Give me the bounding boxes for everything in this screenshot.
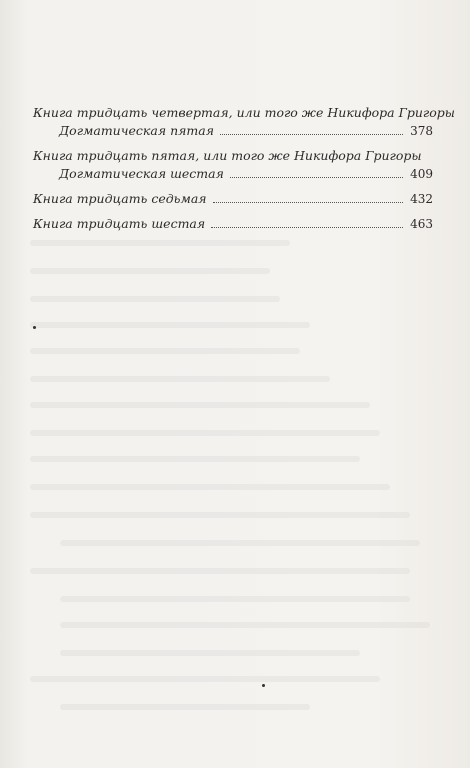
speck-mark	[262, 684, 265, 687]
toc-entry-subtitle-line	[33, 122, 433, 140]
toc-entry-title-line	[33, 147, 433, 165]
bleed-through-line	[60, 540, 420, 546]
toc-entry-title: Книга тридцать четвертая, или того же Никифора Григоры	[33, 105, 455, 120]
bleed-through-line	[60, 622, 430, 628]
toc-entry-title: Книга тридцать пятая, или того же Никифора Григоры	[33, 148, 422, 163]
bleed-through-line	[30, 322, 310, 328]
bleed-through-line	[30, 268, 270, 274]
bleed-through-line	[30, 376, 330, 382]
toc-entry	[33, 104, 455, 140]
bleed-through-line	[30, 430, 380, 436]
bleed-through-line	[60, 704, 310, 710]
bleed-through-line	[30, 240, 290, 246]
toc-entry-title-line	[33, 104, 455, 122]
toc-page-number: 378	[410, 124, 433, 138]
speck-mark	[33, 326, 36, 329]
bleed-through-line	[60, 650, 360, 656]
toc-entry-subtitle: Догматическая шестая	[59, 166, 224, 181]
bleed-through-line	[30, 296, 280, 302]
dot-leader	[213, 202, 403, 203]
toc-entry-title-line	[33, 215, 433, 233]
bleed-through-line	[30, 676, 380, 682]
toc-entry-subtitle-line	[33, 165, 433, 183]
bleed-through-line	[30, 568, 410, 574]
bleed-through-line	[30, 512, 410, 518]
dot-leader	[230, 177, 403, 178]
toc-entry	[33, 190, 433, 208]
bleed-through-line	[60, 596, 410, 602]
toc-entry-title: Книга тридцать седьмая	[33, 191, 207, 206]
toc-entry-subtitle: Догматическая пятая	[59, 123, 214, 138]
bleed-through-line	[30, 348, 300, 354]
dot-leader	[220, 134, 403, 135]
toc-entry-title: Книга тридцать шестая	[33, 216, 206, 231]
bleed-through-line	[30, 402, 370, 408]
toc-entry	[33, 147, 433, 183]
table-of-contents	[33, 104, 455, 233]
dot-leader	[211, 227, 403, 228]
bleed-through-line	[30, 456, 360, 462]
toc-entry	[33, 215, 433, 233]
toc-page-number: 432	[410, 192, 433, 206]
bleed-through-line	[30, 484, 390, 490]
toc-page-number: 409	[410, 167, 433, 181]
toc-page-number: 463	[410, 217, 433, 231]
toc-entry-title-line	[33, 190, 433, 208]
